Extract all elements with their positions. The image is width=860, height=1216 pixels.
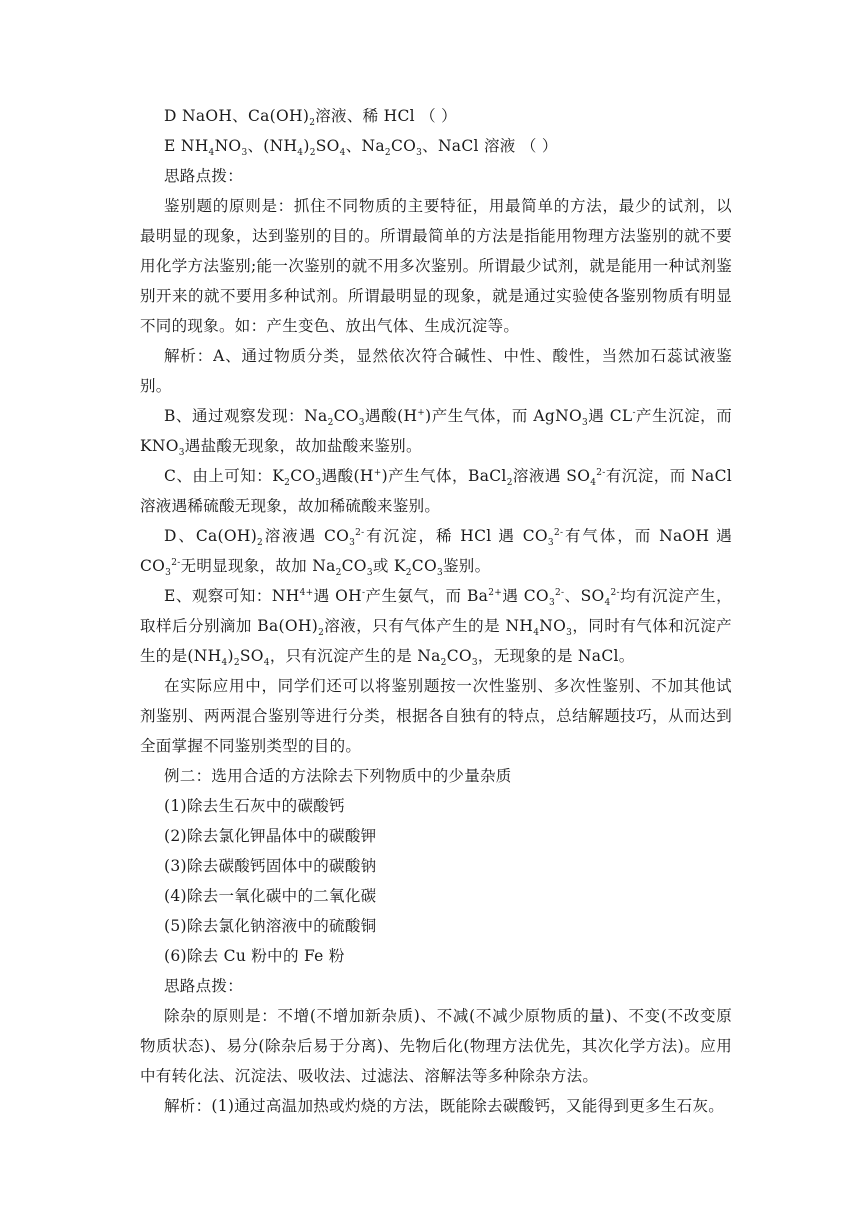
analysis-d-paragraph: D、$Ca(OH)_2$溶液遇 $CO_3^{2-}$有沉淀，稀 HCl 遇 $CO_3^{2-}$有气体，而 NaOH 遇 $CO_3^{2-}$无明显现象，故加 $Na_2CO_3$或 $K_2CO_3$鉴别。 — [140, 527, 733, 579]
hint-heading: 思路点拨： — [164, 167, 244, 185]
hint-heading-2: 思路点拨： — [164, 977, 244, 995]
application-paragraph: 在实际应用中，同学们还可以将鉴别题按一次性鉴别、多次性鉴别、不加其他试剂鉴别、两两混合鉴别等进行分类，根据各自独有的特点，总结解题技巧，从而达到全面掌握不同鉴别类型的目的。 — [140, 677, 732, 755]
example-item-2: (2)除去氯化钾晶体中的碳酸钾 — [164, 827, 377, 845]
example-item-3: (3)除去碳酸钙固体中的碳酸钠 — [164, 857, 377, 875]
example-item-6: (6)除去 Cu 粉中的 Fe 粉 — [164, 947, 345, 965]
analysis-b-paragraph: B、通过观察发现：$Na_2CO_3$遇酸(H+)产生气体，而 AgNO$_3$遇 CL-产生沉淀，而 $KNO_3$遇盐酸无现象，故加盐酸来鉴别。 — [140, 407, 733, 459]
removal-principle-paragraph: 除杂的原则是：不增(不增加新杂质)、不减(不减少原物质的量)、不变(不改变原物质状态)、易分(除杂后易于分离)、先物后化(物理方法优先，其次化学方法)。应用中有转化法、沉淀法、吸收法、过滤法、溶解法等多种除杂方法。 — [140, 1007, 732, 1085]
example-two-heading: 例二：选用合适的方法除去下列物质中的少量杂质 — [164, 767, 512, 785]
document-body — [140, 101, 732, 1121]
option-d-line: D NaOH、$Ca(OH)_2$溶液、稀 HCl （ ） — [164, 107, 457, 129]
analysis-e-paragraph: E、观察可知：$NH^{4+}$遇 OH-产生氨气，而 $Ba^{2+}$遇 $CO_3^{2-}$、$SO_4^{2-}$均有沉淀产生，取样后分别滴加 $Ba(OH)_2$溶液，只有气体产生的是 $NH_4NO_3$，同时有气体和沉淀产生的是$(NH_4)_2SO_4$，只有沉淀产生的是 $Na_2CO_3$，无现象的是 NaCl。 — [140, 587, 732, 669]
example-item-4: (4)除去一氧化碳中的二氧化碳 — [164, 887, 377, 905]
example-item-1: (1)除去生石灰中的碳酸钙 — [164, 797, 345, 815]
example-item-5: (5)除去氯化钠溶液中的硫酸铜 — [164, 917, 377, 935]
analysis-removal-paragraph: 解析：(1)通过高温加热或灼烧的方法，既能除去碳酸钙，又能得到更多生石灰。 — [164, 1097, 725, 1115]
identification-principle-paragraph: 鉴别题的原则是：抓住不同物质的主要特征，用最简单的方法，最少的试剂，以最明显的现象，达到鉴别的目的。所谓最简单的方法是指能用物理方法鉴别的就不要用化学方法鉴别;能一次鉴别的就不用多次鉴别。所谓最少试剂，就是能用一种试剂鉴别开来的就不要用多种试剂。所谓最明显的现象，就是通过实验使各鉴别物质有明显不同的现象。如：产生变色、放出气体、生成沉淀等。 — [140, 197, 732, 335]
analysis-c-paragraph: C、由上可知：$K_2CO_3$遇酸(H+)产生气体，BaCl$_2$溶液遇 $SO_4^{2-}$有沉淀，而 NaCl 溶液遇稀硫酸无现象，故加稀硫酸来鉴别。 — [140, 467, 732, 515]
option-e-line: E $NH_4NO_3$、$(NH_4)_2SO_4$、$Na_2CO_3$、NaCl 溶液 （ ） — [164, 137, 558, 159]
analysis-a-paragraph: 解析：A、通过物质分类，显然依次符合碱性、中性、酸性，当然加石蕊试液鉴别。 — [140, 347, 732, 395]
